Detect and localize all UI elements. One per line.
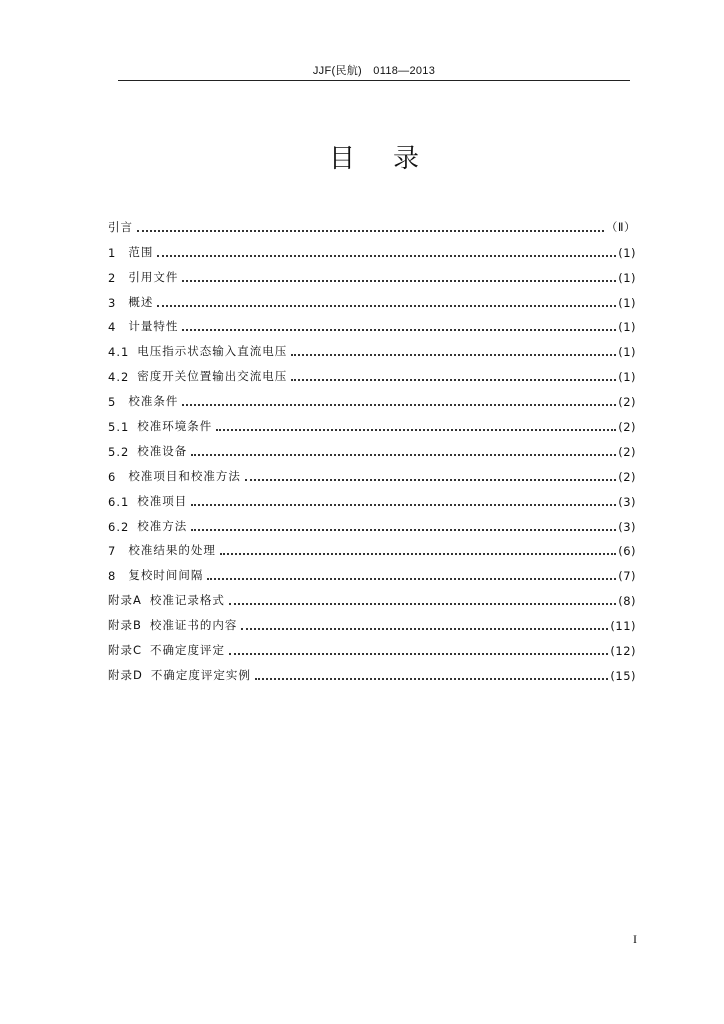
- toc-entry-number: 7: [108, 544, 117, 559]
- toc-entry-page: (1): [618, 245, 636, 260]
- toc-entry-number: 5.2: [108, 444, 130, 459]
- toc-dot-leader: [291, 379, 616, 381]
- toc-entry-label: 密度开关位置输出交流电压: [137, 369, 288, 384]
- toc-entry-label: 校准方法: [137, 518, 188, 533]
- toc-entry-label: 不确定度评定实例: [150, 667, 251, 682]
- toc-entry[interactable]: [108, 658, 636, 683]
- toc-entry-label: 引用文件: [128, 269, 179, 284]
- toc-dot-leader: [255, 678, 609, 680]
- toc-entry[interactable]: [108, 285, 636, 310]
- toc-entry-page: (3): [618, 519, 636, 534]
- toc-entry[interactable]: [108, 534, 636, 559]
- toc-entry[interactable]: [108, 359, 636, 384]
- toc-dot-leader: [291, 354, 616, 356]
- toc-entry-number: 附录C: [108, 643, 143, 658]
- toc-dot-leader: [157, 305, 616, 307]
- toc-entry-page: (12): [610, 644, 636, 659]
- toc-entry-number: 附录B: [108, 618, 142, 633]
- toc-entry-page: (1): [618, 270, 636, 285]
- toc-entry[interactable]: [108, 583, 636, 608]
- toc-entry-label: 不确定度评定: [150, 643, 226, 658]
- toc-entry-label: 复校时间间隔: [128, 568, 204, 583]
- toc-dot-leader: [229, 603, 616, 605]
- toc-entry-label: 校准环境条件: [137, 419, 213, 434]
- toc-entry-page: （Ⅱ）: [605, 219, 636, 234]
- toc-entry-page: (11): [610, 619, 636, 634]
- toc-dot-leader: [207, 578, 616, 580]
- toc-entry-label: 校准记录格式: [149, 593, 225, 608]
- toc-entry-page: (6): [618, 544, 636, 559]
- toc-entry-number: 5: [108, 395, 117, 410]
- toc-entry-page: (1): [618, 295, 636, 310]
- toc-dot-leader: [157, 255, 616, 257]
- toc-dot-leader: [191, 454, 616, 456]
- toc-entry[interactable]: [108, 633, 636, 658]
- toc-entry[interactable]: [108, 260, 636, 285]
- toc-entry-label: 校准设备: [137, 443, 188, 458]
- toc-dot-leader: [220, 553, 616, 555]
- running-header: JJF(民航) 0118—2013: [312, 65, 436, 77]
- toc-entry-number: 6.1: [108, 494, 130, 509]
- toc-entry-number: 附录A: [108, 593, 142, 608]
- toc-entry-label: 概述: [128, 294, 154, 309]
- toc-entry-number: 4.2: [108, 370, 130, 385]
- toc-entry-number: 1: [108, 245, 117, 260]
- toc-entry-page: (15): [610, 668, 636, 683]
- toc-dot-leader: [137, 230, 604, 232]
- toc-entry[interactable]: [108, 509, 636, 534]
- table-of-contents: [108, 210, 636, 683]
- toc-dot-leader: [191, 529, 616, 531]
- toc-entry-number: 3: [108, 295, 117, 310]
- page-number: I: [633, 932, 637, 946]
- toc-entry-page: (1): [618, 345, 636, 360]
- toc-entry[interactable]: [108, 210, 636, 235]
- toc-entry[interactable]: [108, 459, 636, 484]
- toc-dot-leader: [229, 653, 608, 655]
- toc-entry[interactable]: [108, 310, 636, 335]
- toc-entry-number: 5.1: [108, 420, 130, 435]
- toc-entry[interactable]: [108, 484, 636, 509]
- toc-entry-label: 校准项目: [137, 493, 188, 508]
- toc-entry-number: 2: [108, 270, 117, 285]
- toc-entry-label: 校准项目和校准方法: [128, 468, 241, 483]
- toc-entry[interactable]: [108, 334, 636, 359]
- toc-entry-page: (8): [618, 594, 636, 609]
- toc-dot-leader: [245, 479, 616, 481]
- toc-entry-number: 附录D: [108, 667, 143, 682]
- toc-entry-label: 校准条件: [128, 394, 179, 409]
- header-rule: [118, 80, 630, 81]
- toc-dot-leader: [182, 404, 616, 406]
- toc-entry-page: (2): [618, 444, 636, 459]
- toc-entry-page: (7): [618, 569, 636, 584]
- toc-entry-page: (1): [618, 370, 636, 385]
- toc-entry-label: 校准结果的处理: [128, 543, 216, 558]
- toc-entry-page: (3): [618, 494, 636, 509]
- toc-entry[interactable]: [108, 434, 636, 459]
- toc-entry-number: 8: [108, 569, 117, 584]
- toc-entry-page: (2): [618, 420, 636, 435]
- toc-entry-label: 电压指示状态输入直流电压: [137, 344, 288, 359]
- toc-entry[interactable]: [108, 409, 636, 434]
- toc-dot-leader: [182, 280, 616, 282]
- toc-dot-leader: [182, 329, 616, 331]
- toc-dot-leader: [191, 504, 616, 506]
- toc-dot-leader: [216, 429, 616, 431]
- toc-entry-page: (2): [618, 395, 636, 410]
- toc-entry[interactable]: [108, 384, 636, 409]
- toc-entry-number: 6.2: [108, 519, 130, 534]
- toc-entry-label: 校准证书的内容: [149, 618, 238, 633]
- toc-dot-leader: [241, 628, 608, 630]
- toc-entry[interactable]: [108, 558, 636, 583]
- toc-entry-label: 范围: [128, 244, 154, 259]
- toc-entry-label: 计量特性: [128, 319, 179, 334]
- toc-entry-number: 4.1: [108, 345, 130, 360]
- toc-entry[interactable]: [108, 235, 636, 260]
- toc-entry-page: (1): [618, 320, 636, 335]
- toc-entry-label: 引言: [108, 219, 133, 234]
- toc-entry-number: 6: [108, 469, 117, 484]
- page-title: 目录: [328, 144, 457, 174]
- toc-entry[interactable]: [108, 608, 636, 633]
- toc-entry-number: 4: [108, 320, 117, 335]
- toc-entry-page: (2): [618, 469, 636, 484]
